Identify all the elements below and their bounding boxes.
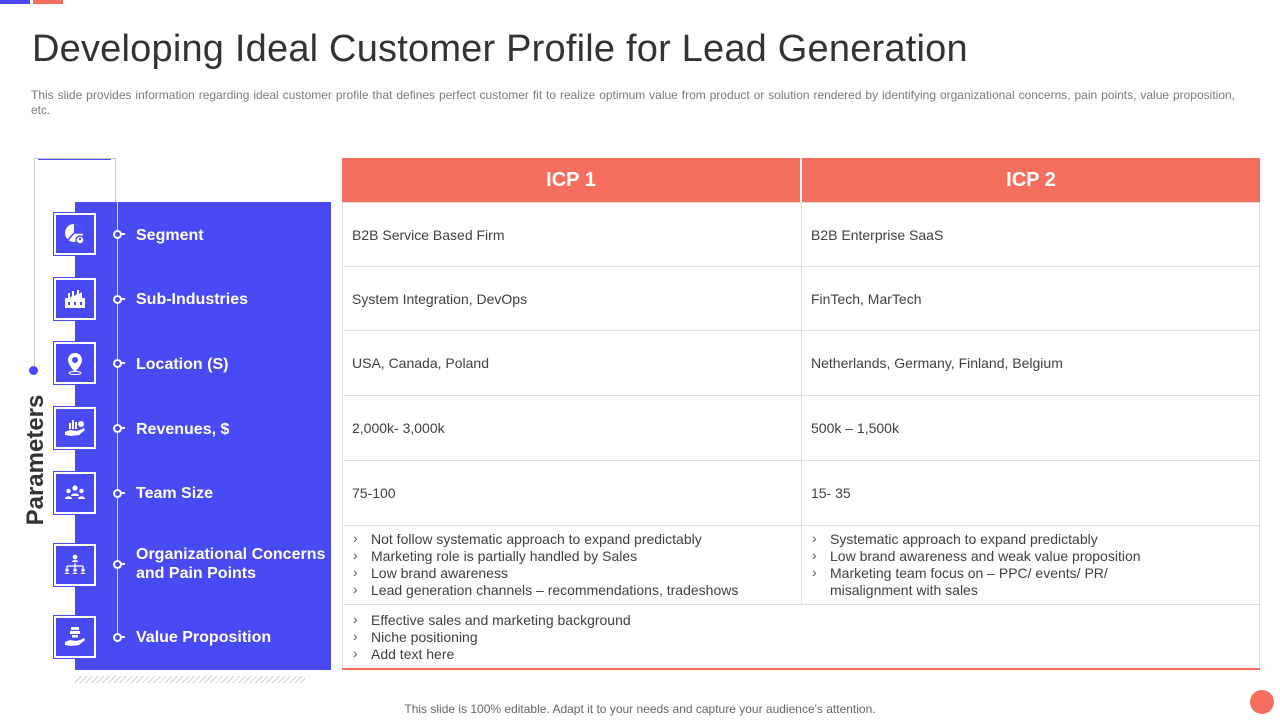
param-row-revenues: [0, 398, 331, 458]
param-row-segment: [0, 204, 331, 264]
page-title: Developing Ideal Customer Profile for Lead Generation: [32, 28, 968, 70]
footer-note: This slide is 100% editable. Adapt it to your needs and capture your audience's attention.: [404, 702, 876, 716]
timeline-tick: [121, 492, 125, 494]
table-cell: B2B Enterprise SaaS: [801, 202, 1260, 267]
location-pin-icon: [54, 342, 96, 384]
bracket-right: [115, 158, 116, 202]
param-value-proposition: Value Proposition: [136, 629, 272, 646]
table-cell: FinTech, MarTech: [801, 266, 1260, 331]
list-item: › Niche positioning: [352, 629, 631, 646]
param-location: Location (S): [136, 356, 229, 373]
timeline-tick: [121, 427, 125, 429]
accent-bar-coral: [33, 0, 63, 4]
table-cell: 15- 35: [801, 460, 1260, 526]
param-row-value-proposition: [0, 607, 331, 667]
corner-dot: [1250, 690, 1274, 714]
list-item: › Not follow systematic approach to expand predictably: [352, 531, 738, 548]
icp-table: [342, 158, 1260, 670]
table-cell: 75-100: [342, 460, 802, 526]
param-row-sub-industries: [0, 269, 331, 329]
param-row-team-size: [0, 463, 331, 523]
accent-bar-blue: [0, 0, 30, 4]
concerns-icp-2-cell: [801, 525, 1260, 605]
list-item: › Add text here: [352, 646, 631, 663]
timeline-tick: [121, 636, 125, 638]
param-team-size: Team Size: [136, 485, 214, 502]
list-item: › Marketing team focus on – PPC/ events/ PR/ misalignment with sales: [811, 565, 1191, 599]
bracket-top: [34, 158, 115, 159]
table-cell: System Integration, DevOps: [342, 266, 802, 331]
table-cell: USA, Canada, Poland: [342, 330, 802, 396]
param-row-location: [0, 333, 331, 393]
param-row-org-concerns: [0, 533, 331, 603]
timeline-tick: [121, 298, 125, 300]
list-item: › Marketing role is partially handled by Sales: [352, 548, 738, 565]
list-item: › Lead generation channels – recommendations, tradeshows: [352, 582, 738, 599]
param-segment: Segment: [136, 227, 204, 244]
timeline-tick: [121, 362, 125, 364]
list-item: › Low brand awareness and weak value proposition: [811, 548, 1191, 565]
timeline-tick: [121, 233, 125, 235]
param-org-concerns: Organizational Concerns and Pain Points: [136, 546, 326, 582]
table-cell: B2B Service Based Firm: [342, 202, 802, 267]
pie-chart-icon: [54, 213, 96, 255]
table-bottom-line: [342, 668, 1260, 670]
concerns-icp-1-cell: [342, 525, 802, 605]
timeline-tick: [121, 563, 125, 565]
team-icon: [54, 472, 96, 514]
org-chart-icon: [54, 544, 96, 586]
list-item: › Low brand awareness: [352, 565, 738, 582]
table-cell: 2,000k- 3,000k: [342, 395, 802, 461]
panel-shadow-hatch: [75, 676, 305, 683]
table-cell: Netherlands, Germany, Finland, Belgium: [801, 330, 1260, 396]
list-item: › Systematic approach to expand predictably: [811, 531, 1191, 548]
page-subtitle: This slide provides information regarding ideal customer profile that defines perfect customer fit to realize optimum value from product or solution rendered by identifying organizational concerns, pain points, value proposition, etc.: [31, 88, 1235, 117]
param-sub-industries: Sub-Industries: [136, 291, 249, 308]
header-icp-2: ICP 2: [802, 158, 1260, 202]
param-revenues: Revenues, $: [136, 421, 230, 438]
hand-value-icon: [54, 616, 96, 658]
list-item: › Effective sales and marketing background: [352, 612, 631, 629]
factory-icon: [54, 278, 96, 320]
header-icp-1: ICP 1: [342, 158, 800, 202]
value-proposition-cell: [342, 604, 1260, 670]
table-cell: 500k – 1,500k: [801, 395, 1260, 461]
parameters-label: Parameters: [22, 394, 49, 526]
hand-coin-icon: [54, 407, 96, 449]
